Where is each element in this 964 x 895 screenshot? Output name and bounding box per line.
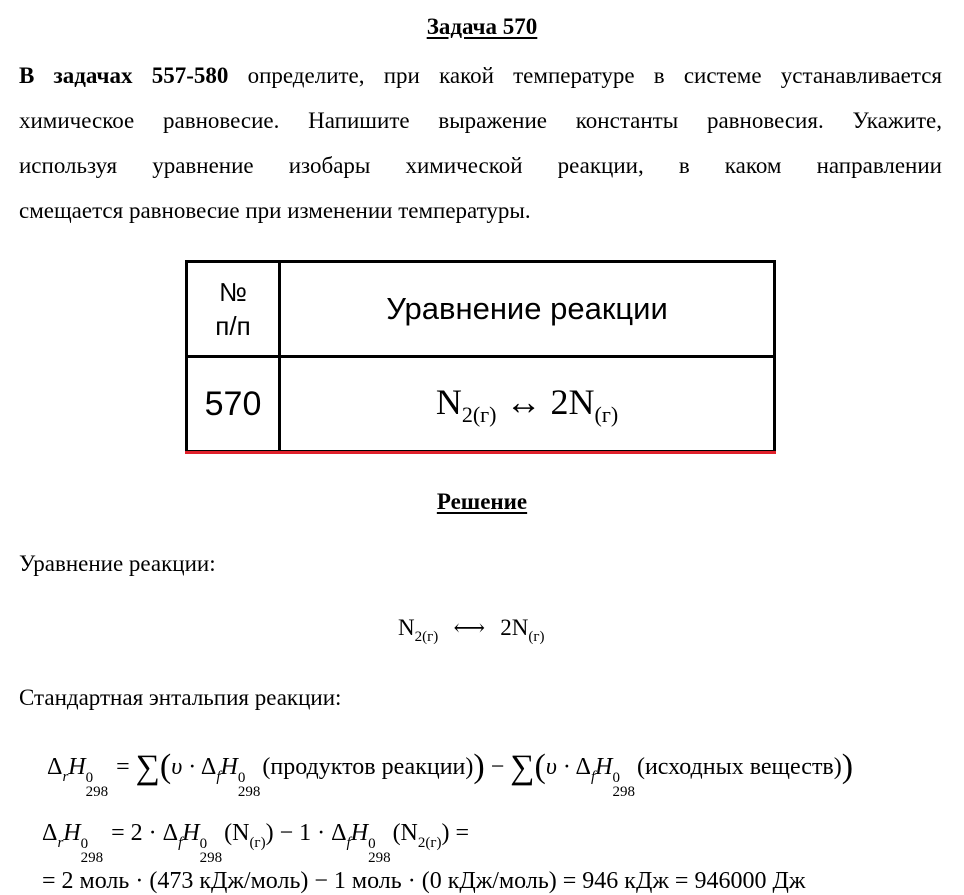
eq-reactant-sub: 2(г) <box>461 401 497 427</box>
formula2-n-sub: (г) <box>249 835 266 851</box>
problem-statement <box>19 53 942 233</box>
eq-product-sub: (г) <box>594 401 619 427</box>
statement-line <box>19 53 942 98</box>
formula2-n2-sub: 2(г) <box>417 835 442 851</box>
formula2-mid: ) − 1 · Δ <box>265 820 347 846</box>
reaction-reactant-sub: 2(г) <box>414 629 439 645</box>
statement-text: определите, при какой температуре в системе устанавливается <box>228 63 942 88</box>
products-term: (продуктов реакции) <box>262 754 474 780</box>
eq-reactant: N <box>435 381 462 422</box>
reaction-label: Уравнение реакции: <box>19 551 216 576</box>
row-number-cell: 570 <box>187 357 280 452</box>
header-number-symbol: № <box>219 277 247 307</box>
statement-line: химическое равновесие. Напишите выражение константы равновесия. Укажите, <box>19 108 942 133</box>
formula2-end: ) = <box>441 820 470 846</box>
formula2-n: (N <box>224 820 250 846</box>
problem-title: Задача 570 <box>426 14 538 39</box>
table-row <box>187 357 775 452</box>
reaction-product: 2N <box>500 615 529 640</box>
formula2-n2: (N <box>392 820 418 846</box>
enthalpy-result-formula: = 2 моль · (473 кДж/моль) − 1 моль · (0 кДж/моль) = 946 кДж = 946000 Дж <box>42 868 806 894</box>
solution-title: Решение <box>436 489 528 514</box>
reaction-equation <box>398 615 545 646</box>
row-equation-cell <box>280 357 775 452</box>
reaction-table <box>185 260 776 453</box>
enthalpy-general-formula: $\Delta_rH$ 0 298 = $\sum(\upsilon \cdot \Delta_fH$ 0 298 (продуктов реакции)) − $\sum(\upsilon \cdot \Delta_fH$ 0 298 (исходных веществ)) <box>47 748 854 800</box>
reactants-term: (исходных веществ) <box>636 754 842 780</box>
statement-line: смещается равновесие при изменении температуры. <box>19 198 531 223</box>
table-underline <box>185 451 776 454</box>
formula2-coeff: = 2 · Δ <box>111 820 179 846</box>
reaction-reactant: N <box>398 615 415 640</box>
reaction-product-sub: (г) <box>528 629 545 645</box>
statement-line: используя уравнение изобары химической реакции, в каком направлении <box>19 153 942 178</box>
header-number-cell <box>187 262 280 357</box>
header-number-abbrev: п/п <box>215 311 251 341</box>
header-equation-cell: Уравнение реакции <box>280 262 775 357</box>
table-header-row <box>187 262 775 357</box>
enthalpy-label: Стандартная энтальпия реакции: <box>19 685 342 710</box>
eq-arrow-product: ↔ 2N <box>496 381 595 422</box>
reaction-arrow: ⟷ <box>453 615 486 640</box>
statement-lead: В задачах 557-580 <box>19 63 229 88</box>
enthalpy-substitution-formula: $\Delta_rH$ 0 298 = $2 \cdot \Delta_fH$ 0 298 $(N_{(г)}) - 1 \cdot \Delta_fH$ 0 298 $(N_{2(г)})$ = <box>42 820 470 866</box>
